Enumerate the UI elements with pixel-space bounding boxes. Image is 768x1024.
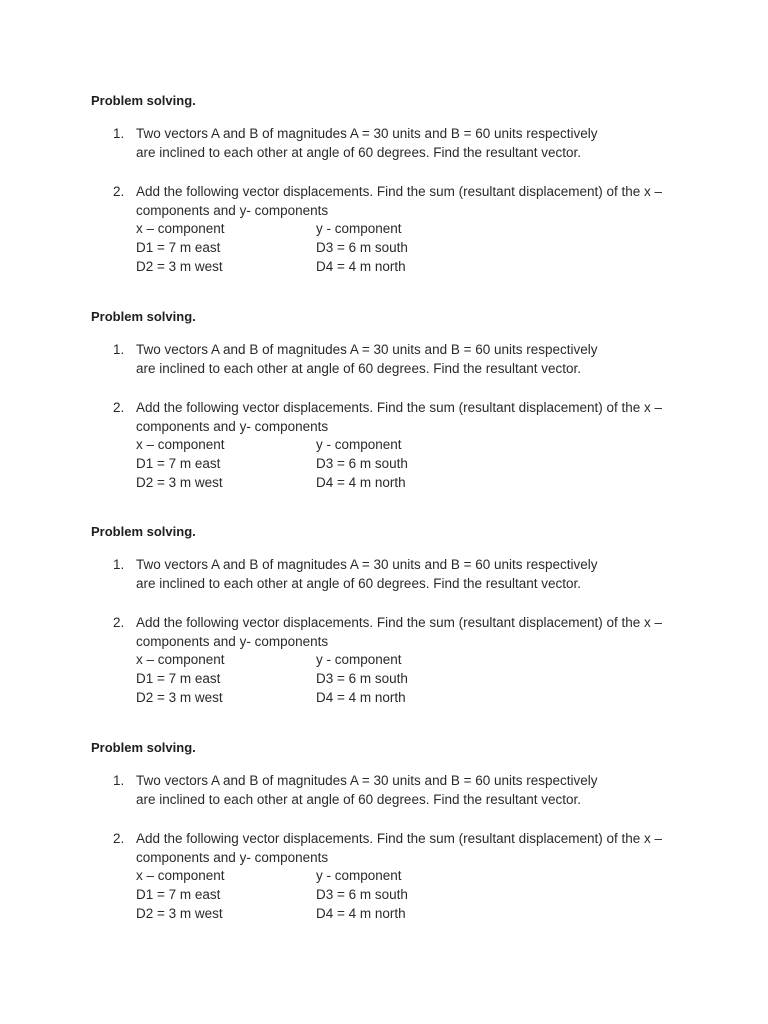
item-text-line: Two vectors A and B of magnitudes A = 30 units and B = 60 units respectively bbox=[136, 342, 598, 357]
y-component-value: D3 = 6 m south bbox=[316, 456, 408, 471]
item-number: 2. bbox=[113, 831, 125, 846]
item-text-line: components and y- components bbox=[136, 419, 329, 434]
y-component-header: y - component bbox=[316, 437, 402, 452]
x-component-value: D1 = 7 m east bbox=[136, 671, 221, 686]
item-text-line: Add the following vector displacements. Find the sum (resultant displacement) of the x – bbox=[136, 184, 663, 199]
item-text-line: components and y- components bbox=[136, 203, 329, 218]
y-component-value: D3 = 6 m south bbox=[316, 240, 408, 255]
item-text-line: components and y- components bbox=[136, 850, 329, 865]
y-component-value: D3 = 6 m south bbox=[316, 887, 408, 902]
item-text-line: are inclined to each other at angle of 60 degrees. Find the resultant vector. bbox=[136, 145, 582, 160]
item-text-line: components and y- components bbox=[136, 634, 329, 649]
x-component-value: D1 = 7 m east bbox=[136, 887, 221, 902]
item-number: 2. bbox=[113, 615, 125, 630]
x-component-value: D2 = 3 m west bbox=[136, 906, 223, 921]
item-text-line: are inclined to each other at angle of 60 degrees. Find the resultant vector. bbox=[136, 576, 582, 591]
problem-section bbox=[0, 93, 768, 293]
y-component-header: y - component bbox=[316, 652, 402, 667]
section-heading: Problem solving. bbox=[91, 93, 196, 108]
y-component-header: y - component bbox=[316, 868, 402, 883]
item-number: 1. bbox=[113, 126, 125, 141]
item-number: 1. bbox=[113, 342, 125, 357]
x-component-value: D1 = 7 m east bbox=[136, 456, 221, 471]
y-component-value: D3 = 6 m south bbox=[316, 671, 408, 686]
item-text-line: Two vectors A and B of magnitudes A = 30 units and B = 60 units respectively bbox=[136, 773, 598, 788]
section-heading: Problem solving. bbox=[91, 740, 196, 755]
problem-section bbox=[0, 740, 768, 940]
item-number: 2. bbox=[113, 184, 125, 199]
item-text-line: Add the following vector displacements. Find the sum (resultant displacement) of the x – bbox=[136, 615, 663, 630]
item-text-line: are inclined to each other at angle of 60 degrees. Find the resultant vector. bbox=[136, 792, 582, 807]
item-text-line: are inclined to each other at angle of 60 degrees. Find the resultant vector. bbox=[136, 361, 582, 376]
x-component-header: x – component bbox=[136, 221, 225, 236]
y-component-value: D4 = 4 m north bbox=[316, 690, 406, 705]
item-text-line: Two vectors A and B of magnitudes A = 30 units and B = 60 units respectively bbox=[136, 126, 598, 141]
y-component-header: y - component bbox=[316, 221, 402, 236]
x-component-header: x – component bbox=[136, 868, 225, 883]
problem-section bbox=[0, 524, 768, 724]
y-component-value: D4 = 4 m north bbox=[316, 906, 406, 921]
item-text-line: Two vectors A and B of magnitudes A = 30 units and B = 60 units respectively bbox=[136, 557, 598, 572]
item-number: 1. bbox=[113, 773, 125, 788]
x-component-value: D2 = 3 m west bbox=[136, 475, 223, 490]
item-number: 2. bbox=[113, 400, 125, 415]
x-component-value: D1 = 7 m east bbox=[136, 240, 221, 255]
section-heading: Problem solving. bbox=[91, 309, 196, 324]
item-number: 1. bbox=[113, 557, 125, 572]
x-component-header: x – component bbox=[136, 652, 225, 667]
y-component-value: D4 = 4 m north bbox=[316, 475, 406, 490]
y-component-value: D4 = 4 m north bbox=[316, 259, 406, 274]
x-component-value: D2 = 3 m west bbox=[136, 259, 223, 274]
section-heading: Problem solving. bbox=[91, 524, 196, 539]
item-text-line: Add the following vector displacements. Find the sum (resultant displacement) of the x – bbox=[136, 400, 663, 415]
item-text-line: Add the following vector displacements. Find the sum (resultant displacement) of the x – bbox=[136, 831, 663, 846]
x-component-header: x – component bbox=[136, 437, 225, 452]
x-component-value: D2 = 3 m west bbox=[136, 690, 223, 705]
problem-section bbox=[0, 309, 768, 509]
